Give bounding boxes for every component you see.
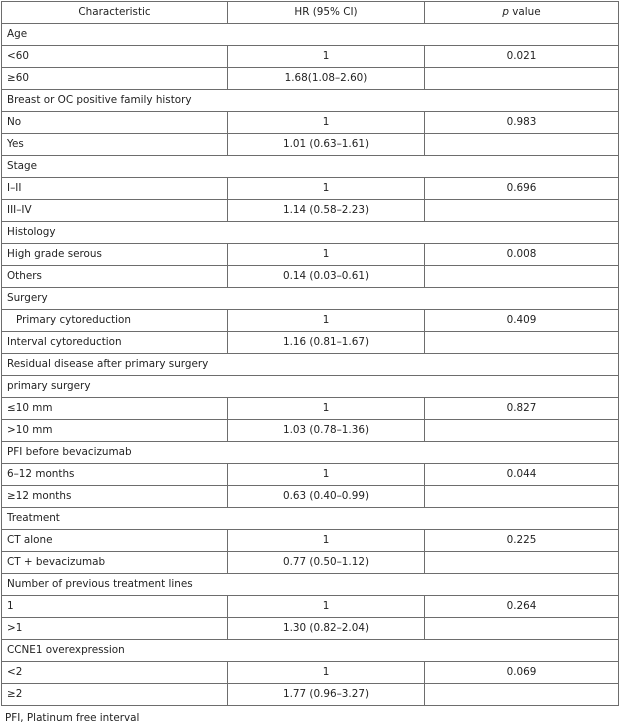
header-row xyxy=(2,2,619,24)
table-row xyxy=(2,332,619,354)
characteristic-cell: I–II xyxy=(2,178,228,200)
table-row xyxy=(2,200,619,222)
table-row xyxy=(2,310,619,332)
p-value-cell: 0.044 xyxy=(425,464,619,486)
table-group-row xyxy=(2,574,619,596)
table-row xyxy=(2,68,619,90)
hazard-ratio-cell: 1 xyxy=(228,112,425,134)
characteristic-cell: Interval cytoreduction xyxy=(2,332,228,354)
table-row xyxy=(2,684,619,706)
characteristic-cell: CT alone xyxy=(2,530,228,552)
table-footnote: PFI, Platinum free interval xyxy=(5,712,140,724)
characteristic-cell: ≥12 months xyxy=(2,486,228,508)
hazard-ratio-cell: 1 xyxy=(228,398,425,420)
table-group-row xyxy=(2,354,619,376)
table-row xyxy=(2,244,619,266)
p-value-cell: 0.069 xyxy=(425,662,619,684)
table-row xyxy=(2,552,619,574)
table-row xyxy=(2,596,619,618)
p-value-cell xyxy=(425,552,619,574)
group-label: CCNE1 overexpression xyxy=(2,640,619,662)
characteristic-cell: High grade serous xyxy=(2,244,228,266)
table-row xyxy=(2,398,619,420)
p-value-cell: 0.225 xyxy=(425,530,619,552)
p-value-cell xyxy=(425,332,619,354)
table-group-row xyxy=(2,376,619,398)
p-value-cell: 0.409 xyxy=(425,310,619,332)
hazard-ratio-cell: 1.14 (0.58–2.23) xyxy=(228,200,425,222)
header-characteristic: Characteristic xyxy=(2,2,228,24)
table-group-row xyxy=(2,508,619,530)
p-value-cell xyxy=(425,684,619,706)
hazard-ratio-cell: 1.30 (0.82–2.04) xyxy=(228,618,425,640)
table-row xyxy=(2,178,619,200)
table-group-row xyxy=(2,156,619,178)
p-value-cell xyxy=(425,68,619,90)
p-value-cell xyxy=(425,266,619,288)
group-label: Stage xyxy=(2,156,619,178)
table-row xyxy=(2,662,619,684)
hazard-ratio-cell: 1.68(1.08–2.60) xyxy=(228,68,425,90)
hazard-ratio-cell: 1.01 (0.63–1.61) xyxy=(228,134,425,156)
table-row xyxy=(2,486,619,508)
p-value-cell xyxy=(425,200,619,222)
group-label: Surgery xyxy=(2,288,619,310)
hazard-ratio-cell: 1.16 (0.81–1.67) xyxy=(228,332,425,354)
table-row xyxy=(2,530,619,552)
characteristic-cell: Yes xyxy=(2,134,228,156)
p-value-cell: 0.264 xyxy=(425,596,619,618)
hazard-ratio-cell: 1 xyxy=(228,178,425,200)
characteristic-cell: CT + bevacizumab xyxy=(2,552,228,574)
characteristic-cell: 1 xyxy=(2,596,228,618)
table-group-row xyxy=(2,640,619,662)
group-label: PFI before bevacizumab xyxy=(2,442,619,464)
header-hazard-ratio: HR (95% CI) xyxy=(228,2,425,24)
group-label: Number of previous treatment lines xyxy=(2,574,619,596)
characteristic-cell: <60 xyxy=(2,46,228,68)
characteristic-cell: III–IV xyxy=(2,200,228,222)
table-row xyxy=(2,112,619,134)
table-group-row xyxy=(2,90,619,112)
characteristic-cell: ≥60 xyxy=(2,68,228,90)
characteristic-cell: ≤10 mm xyxy=(2,398,228,420)
characteristic-cell: >10 mm xyxy=(2,420,228,442)
hazard-ratio-cell: 1 xyxy=(228,530,425,552)
p-value-cell: 0.983 xyxy=(425,112,619,134)
group-label: primary surgery xyxy=(2,376,619,398)
characteristic-cell: No xyxy=(2,112,228,134)
p-value-cell xyxy=(425,486,619,508)
hazard-ratio-cell: 1 xyxy=(228,662,425,684)
hazard-ratio-cell: 1 xyxy=(228,464,425,486)
table-row xyxy=(2,46,619,68)
p-value-cell xyxy=(425,134,619,156)
header-p-value-symbol: p xyxy=(502,6,509,19)
hazard-ratio-cell: 0.63 (0.40–0.99) xyxy=(228,486,425,508)
group-label: Breast or OC positive family history xyxy=(2,90,619,112)
table-row xyxy=(2,134,619,156)
group-label: Treatment xyxy=(2,508,619,530)
header-p-value xyxy=(425,2,619,24)
group-label: Residual disease after primary surgery xyxy=(2,354,619,376)
header-p-value-word: value xyxy=(508,6,541,19)
p-value-cell: 0.008 xyxy=(425,244,619,266)
hazard-ratio-table xyxy=(1,1,619,706)
table-group-row xyxy=(2,222,619,244)
p-value-cell xyxy=(425,420,619,442)
p-value-cell: 0.696 xyxy=(425,178,619,200)
group-label: Histology xyxy=(2,222,619,244)
table-row xyxy=(2,420,619,442)
characteristic-cell: Others xyxy=(2,266,228,288)
group-label: Age xyxy=(2,24,619,46)
table-group-row xyxy=(2,288,619,310)
table-group-row xyxy=(2,442,619,464)
table-body xyxy=(2,24,619,706)
hazard-ratio-cell: 1 xyxy=(228,244,425,266)
characteristic-cell: 6–12 months xyxy=(2,464,228,486)
table-header xyxy=(2,2,619,24)
table-row xyxy=(2,618,619,640)
table-row xyxy=(2,266,619,288)
p-value-cell xyxy=(425,618,619,640)
hazard-ratio-cell: 1.03 (0.78–1.36) xyxy=(228,420,425,442)
hazard-ratio-cell: 0.14 (0.03–0.61) xyxy=(228,266,425,288)
characteristic-cell: Primary cytoreduction xyxy=(2,310,228,332)
hazard-ratio-cell: 1 xyxy=(228,46,425,68)
hazard-ratio-cell: 1 xyxy=(228,596,425,618)
table-group-row xyxy=(2,24,619,46)
hazard-ratio-cell: 1 xyxy=(228,310,425,332)
characteristic-cell: >1 xyxy=(2,618,228,640)
p-value-cell: 0.021 xyxy=(425,46,619,68)
characteristic-cell: ≥2 xyxy=(2,684,228,706)
hazard-ratio-cell: 1.77 (0.96–3.27) xyxy=(228,684,425,706)
characteristic-cell: <2 xyxy=(2,662,228,684)
hazard-ratio-cell: 0.77 (0.50–1.12) xyxy=(228,552,425,574)
table-row xyxy=(2,464,619,486)
p-value-cell: 0.827 xyxy=(425,398,619,420)
